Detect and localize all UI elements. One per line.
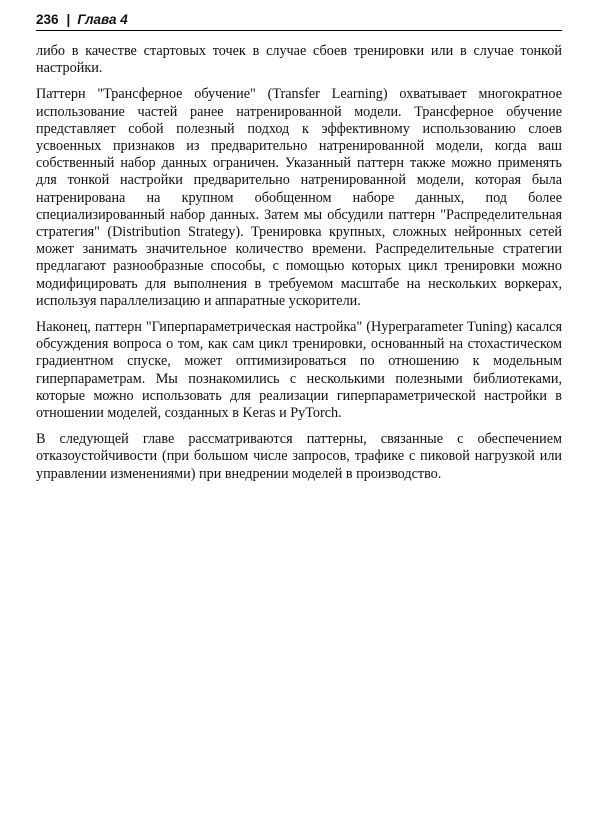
paragraph-continuation: либо в качестве стартовых точек в случае сбоев тренировки или в случае тонкой настройки. [36, 43, 562, 77]
chapter-label: Глава 4 [77, 12, 128, 27]
header-rule [36, 30, 562, 31]
body-text [36, 43, 562, 483]
header-separator: | [66, 12, 71, 27]
paragraph-hyperparameter-tuning: Наконец, паттерн "Гиперпараметрическая настройка" (Hyperparameter Tuning) касался обсуждения вопроса о том, как сам цикл тренировки, основанный на стохастическом градиентном спуске, может оптимизироваться по отношению к модельным гиперпараметрам. Мы познакомились с несколькими полезными библиотеками, которые можно использовать для реализации гиперпараметрической настройки в отношении моделей, созданных в Keras и PyTorch. [36, 319, 562, 422]
paragraph-next-chapter: В следующей главе рассматриваются паттерны, связанные с обеспечением отказоустойчивости (при большом числе запросов, трафике с пиковой нагрузкой или управлении изменениями) при внедрении моделей в производство. [36, 431, 562, 482]
running-header [36, 10, 562, 30]
page-number: 236 [36, 12, 59, 27]
paragraph-transfer-learning: Паттерн "Трансферное обучение" (Transfer Learning) охватывает многократное использование частей ранее натренированной модели. Трансферное обучение представляет собой полезный подход к эффективному использованию слоев усвоенных признаков из предварительно натренированной модели, когда ваш собственный набор данных ограничен. Указанный паттерн также можно применять для тонкой настройки предварительно натренированной модели, которая была натренирована на крупном обобщенном наборе данных, под более специализированный набор данных. Затем мы обсудили паттерн "Распределительная стратегия" (Distribution Strategy). Тренировка крупных, сложных нейронных сетей может занимать значительное количество времени. Распределительные стратегии предлагают разнообразные способы, с помощью которых цикл тренировки можно модифицировать для выполнения в требуемом масштабе на нескольких воркерах, используя параллелизацию и аппаратные ускорители. [36, 86, 562, 309]
